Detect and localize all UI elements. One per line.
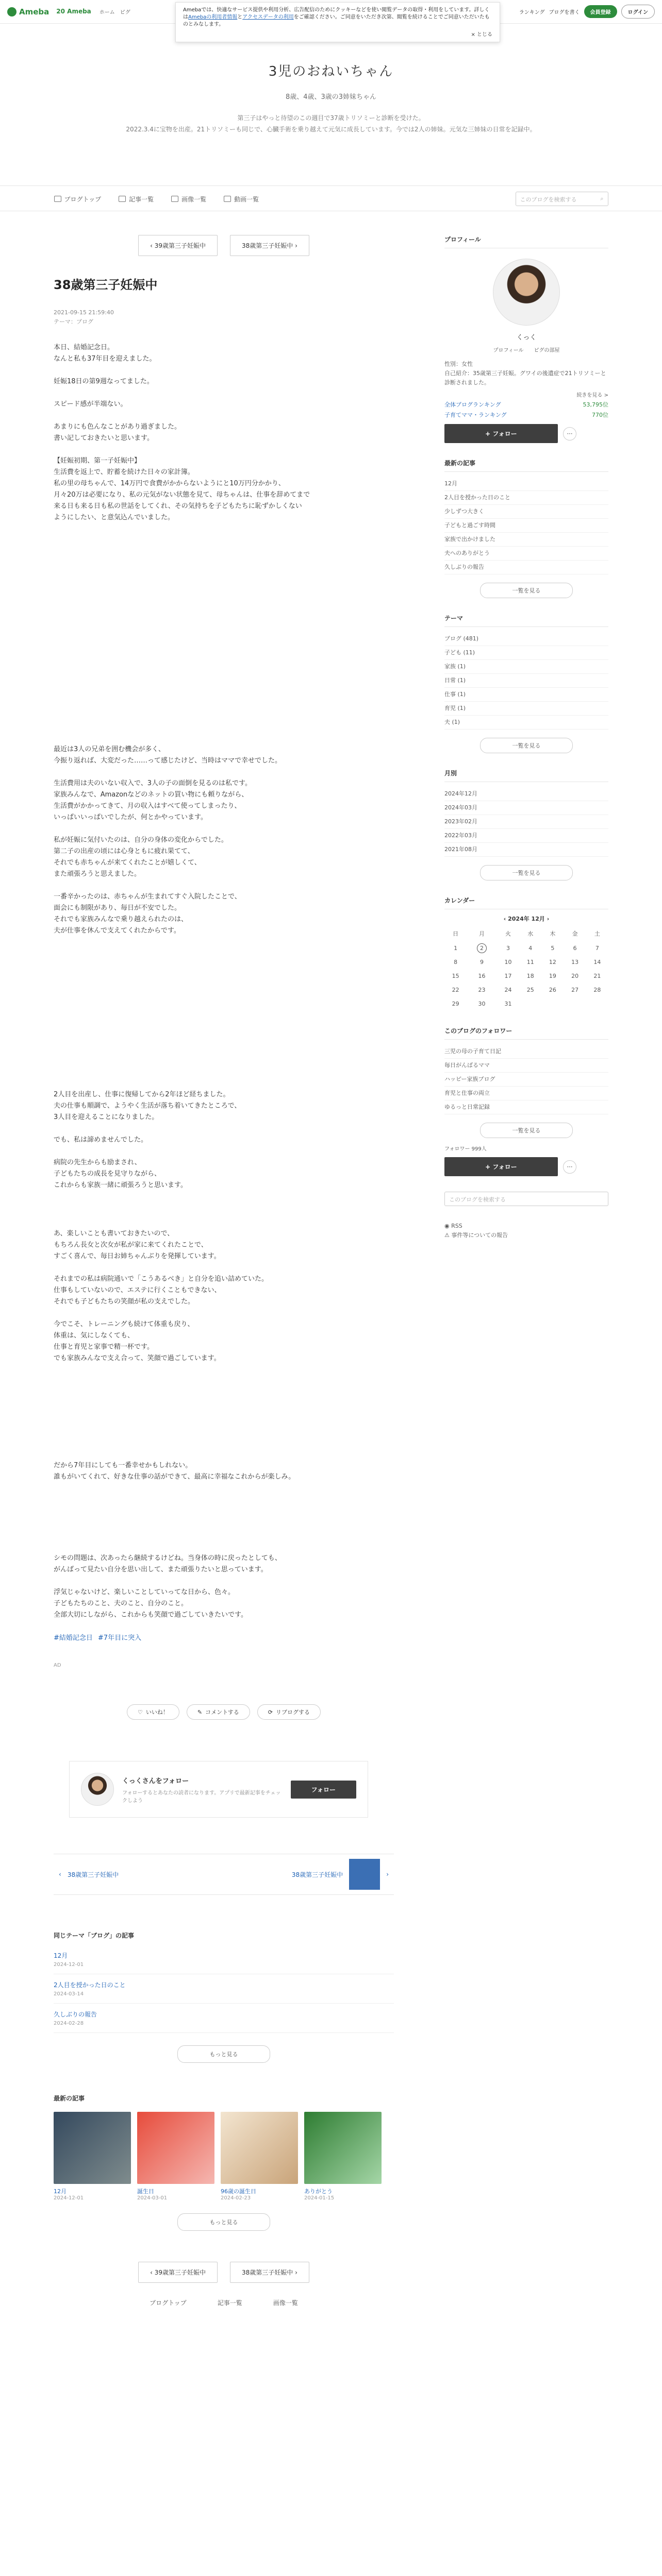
cal-day: 3 [506, 945, 510, 952]
more-options-icon[interactable]: ⋯ [563, 427, 576, 440]
nav-image-list[interactable]: 画像一覧 [171, 195, 206, 204]
paragraph: だから7年目にしても一番幸せかもしれない。 誰もがいてくれて、好きな仕事の話ができて、最高に幸福なこれからが楽しみ。 [54, 1462, 295, 1481]
follow-box [69, 1761, 368, 1818]
write-blog-link[interactable]: ブログを書く [549, 10, 580, 15]
cal-day: 29 [452, 1001, 459, 1007]
sidebar-footer [444, 1222, 608, 1240]
recent-item[interactable]: 久しぶりの報告 [444, 561, 608, 574]
cal-day: 27 [571, 987, 579, 993]
cal-day: 12 [549, 959, 556, 965]
latest-item[interactable]: 誕生日 2024-03-01 [137, 2112, 214, 2201]
paragraph: 私が妊娠に気付いたのは、自分の身体の変化からでした。 第二子の出産の頃には心身ともに疲れ果てて、 それでも赤ちゃんが来てくれたことが嬉しくて、 また頑張ろうと思えました。 [54, 836, 228, 878]
weekday: 月 [479, 930, 485, 937]
paragraph: 【妊娠初期、第一子妊娠中】 生活費を返上で、貯蓄を続けた日々の家計簿。 私の里の母ちゃんで、14万円で食費がかからないようにと10万円分かかり、 月々20万は必要になり、私の元気がない状態を見て、母ちゃんは、仕事を辞めてまで 来る日も来る日も私の世話をしてくれ、その気持ちを子どもたちに恥ずかしくない ようにしたい、と意気込んでいました。 [54, 457, 310, 521]
cal-day: 10 [504, 959, 512, 965]
calendar-table [444, 926, 608, 1011]
blog-description-line-2: 2022.3.4に宝物を出産。21トリソミーも同じで、心臓手術を乗り越えて元気に成長しています。今では2人の姉妹。元気な三姉妹の日常を記録中。 [126, 126, 536, 133]
consent-text-2: をご確認ください。ご同意をいただき次第、閲覧を続けることでご同意いただいたものとみなします。 [183, 14, 490, 27]
cal-day: 9 [480, 959, 484, 965]
entry-title[interactable]: 38歳第三子妊娠中 [54, 278, 158, 292]
consent-text-1: Amebaでは、快適なサービス提供や利用分析、広告配信のためにクッキーなどを使い閲覧データの取得・利用をしています。詳しくは [183, 7, 490, 20]
cal-day: 22 [452, 987, 459, 993]
consent-text-mid: と [237, 14, 243, 20]
signup-button[interactable]: 会員登録 [584, 5, 617, 18]
nav-blog-top[interactable]: ブログトップ [54, 195, 102, 204]
recent-item[interactable]: 2人目を授かった日のこと [444, 491, 608, 505]
blog-description-line-1: 第三子はやっと待望のこの週目で37歳トリソミーと診断を受けた。 [237, 114, 425, 122]
cal-day: 30 [478, 1001, 486, 1007]
cal-day: 8 [454, 959, 458, 965]
comment-button[interactable]: ✎ コメントする [187, 1704, 250, 1720]
hashtag[interactable]: #7年目に突入 [97, 1634, 142, 1642]
theme-item[interactable]: 育児 (1) [444, 702, 608, 716]
rss-icon: ◉ [444, 1223, 452, 1229]
cal-day: 21 [593, 973, 601, 979]
nav-video-list[interactable]: 動画一覧 [224, 195, 259, 204]
profile-more-link[interactable]: 続きを見る > [576, 393, 608, 398]
paragraph: シモの問題は、次あったら継続するけどね。当身体の時に戻ったとしても、 がんばって見たい自分を思い出して、また頑張りたいと思っています。 [54, 1554, 282, 1573]
latest-more-button[interactable]: もっと見る [177, 2213, 270, 2231]
reblog-icon: ⟳ [268, 1708, 273, 1716]
related-item[interactable]: 久しぶりの報告 2024-02-28 [54, 2004, 394, 2033]
theme-item[interactable]: ブログ (481) [444, 632, 608, 646]
ad-label: AD [54, 1663, 61, 1668]
cal-day: 4 [528, 945, 533, 952]
recent-item[interactable]: 子どもと過ごす時間 [444, 519, 608, 533]
consent-link-user-info[interactable]: Amebaの利用者情報 [188, 14, 238, 20]
cal-day: 20 [571, 973, 579, 979]
hashtags [54, 1632, 394, 1642]
nav-home[interactable]: ホーム [99, 10, 115, 15]
entry-body-5 [54, 1460, 394, 1537]
prev-entry-button-bottom[interactable]: ‹ 39歳第三子妊娠中 [138, 2262, 218, 2283]
followers-more-button[interactable]: 一覧を見る [480, 1123, 573, 1138]
theme-item[interactable]: 仕事 (1) [444, 688, 608, 702]
ameba-logo[interactable]: Ameba [7, 7, 49, 16]
avatar[interactable] [81, 1773, 114, 1806]
latest-item[interactable]: 12月 2024-12-01 [54, 2112, 131, 2201]
bottom-pager [54, 2262, 394, 2283]
cal-day: 31 [504, 1001, 512, 1007]
sidebar-search-input[interactable]: このブログを検索する [444, 1192, 608, 1206]
entry-body-6 [54, 1553, 394, 1621]
reaction-buttons [54, 1704, 394, 1720]
next-entry-button-bottom[interactable]: 38歳第三子妊娠中 › [230, 2262, 309, 2283]
consent-close-button[interactable]: × とじる [471, 32, 492, 38]
prev-entry-button[interactable]: ‹ 39歳第三子妊娠中 [138, 235, 218, 256]
followers-block [444, 1026, 608, 1176]
nav-pigg[interactable]: ピグ [120, 10, 130, 15]
follower-item[interactable]: 育児と仕事の両立 [444, 1087, 608, 1100]
month-item[interactable]: 2021年08月 [444, 843, 608, 857]
chevron-right-icon: › [386, 1871, 389, 1878]
cal-day: 15 [452, 973, 459, 979]
ameba20-badge[interactable]: 20 Ameba [56, 8, 91, 15]
calendar-block [444, 896, 608, 1011]
theme-heading: テーマ [444, 614, 608, 627]
cookie-consent-banner [175, 2, 500, 42]
more-options-icon[interactable]: ⋯ [563, 1160, 576, 1174]
rss-link[interactable]: ◉ RSS [444, 1223, 462, 1229]
month-item[interactable]: 2024年03月 [444, 801, 608, 815]
entry-date: 2021-09-15 21:59:40 [54, 309, 114, 316]
weekday: 火 [505, 930, 511, 937]
paragraph: でも、私は諦めませんでした。 [54, 1136, 148, 1144]
blog-search-input[interactable]: このブログを検索する ⌕ [516, 192, 608, 206]
cal-day: 14 [593, 959, 601, 965]
cal-day: 26 [549, 987, 556, 993]
month-heading: 月別 [444, 769, 608, 782]
latest-item[interactable]: ありがとう 2024-01-15 [304, 2112, 382, 2201]
chevron-left-icon[interactable]: ‹ [503, 916, 508, 922]
calendar-month: ‹ 2024年 12月 › [503, 916, 550, 922]
paragraph: あ、楽しいことも書いておきたいので、 もちろん長女と次女が私が家に来てくれたことで、 すごく喜んで、毎日お姉ちゃんぶりを発揮しています。 [54, 1230, 221, 1260]
sidebar [444, 235, 608, 1240]
month-item[interactable]: 2023年02月 [444, 815, 608, 829]
bottom-nav-blog-top[interactable]: ブログトップ [150, 2299, 187, 2307]
theme-item[interactable]: 子ども (11) [444, 646, 608, 660]
followers-heading: このブログのフォロワー [444, 1026, 608, 1040]
cal-day: 17 [504, 973, 512, 979]
latest-image [54, 2112, 131, 2184]
related-list [54, 1945, 394, 2033]
cal-day: 19 [549, 973, 556, 979]
calendar-heading: カレンダー [444, 896, 608, 909]
cal-day: 11 [526, 959, 534, 965]
recent-block [444, 459, 608, 598]
recent-more-button[interactable]: 一覧を見る [480, 583, 573, 598]
next-entry-button[interactable]: 38歳第三子妊娠中 › [230, 235, 309, 256]
paragraph: それまでの私は病院通いで「こうあるべき」と自分を追い詰めていた。 仕事もしていないので、エステに行くこともできない、 それでも子どもたちの笑顔が私の支えでした。 [54, 1275, 269, 1306]
video-icon [224, 196, 231, 202]
latest-image [304, 2112, 382, 2184]
paragraph: 今でこそ、トレーニングも続けて体重も戻り、 体重は、気にしなくても、 仕事と育児と家事で精一杯です。 でも家族みんなで支え合って、笑顔で過ごしています。 [54, 1320, 221, 1362]
profile-name[interactable]: くっく [516, 334, 537, 342]
cal-day: 7 [595, 945, 599, 952]
bottom-nav-image-list[interactable]: 画像一覧 [273, 2299, 298, 2307]
pigg-room-tab[interactable]: ピグの部屋 [534, 348, 560, 353]
recent-item[interactable]: 少しずつ大きく [444, 505, 608, 519]
weekday: 土 [594, 930, 600, 937]
sidebar-search-block [444, 1192, 608, 1206]
paragraph: 2人目を出産し、仕事に復帰してから2年ほど経ちました。 夫の仕事も順調で、ようやく生活が落ち着いてきたところで、 3人目を迎えることになりました。 [54, 1091, 241, 1121]
heart-icon: ♡ [138, 1708, 143, 1716]
related-item[interactable]: 2人目を授かった日のこと 2024-03-14 [54, 1974, 394, 2004]
follow-box-name: くっくさんをフォロー [122, 1777, 189, 1785]
chevron-right-icon[interactable]: › [544, 916, 550, 922]
nav-entry-list[interactable]: 記事一覧 [119, 195, 154, 204]
sidebar-follow-button[interactable]: + フォロー [444, 424, 558, 443]
cal-day: 18 [526, 973, 534, 979]
recent-item[interactable]: 12月 [444, 477, 608, 491]
chevron-left-icon: ‹ [59, 1871, 61, 1878]
follower-count: フォロワー 999人 [444, 1146, 487, 1152]
follower-item[interactable]: ハッピー家族ブログ [444, 1073, 608, 1087]
profile-tabs [444, 346, 608, 353]
entry-body-4 [54, 1228, 394, 1445]
profile-tab[interactable]: プロフィール [493, 348, 524, 353]
month-more-button[interactable]: 一覧を見る [480, 865, 573, 880]
related-item[interactable]: 12月 2024-12-01 [54, 1945, 394, 1974]
blog-subtitle: 8歳、4歳、3歳の3姉妹ちゃん [285, 93, 377, 101]
recent-heading: 最新の記事 [444, 459, 608, 472]
paragraph: 一番辛かったのは、赤ちゃんが生まれてすぐ入院したことで、 面会にも制限があり、毎日が不安でした。 それでも家族みんなで乗り越えられたのは、 夫が仕事を休んで支えてくれたからです。 [54, 893, 241, 935]
ameba-logo-icon [7, 7, 16, 16]
entry-body [54, 342, 394, 672]
weekday: 木 [550, 930, 556, 937]
entry-body-3 [54, 1089, 394, 1213]
cal-day: 13 [571, 959, 579, 965]
month-block [444, 769, 608, 880]
global-nav [0, 185, 662, 211]
prev-entry-link[interactable]: ‹ 38歳第三子妊娠中 [59, 1871, 119, 1878]
related-more-button[interactable]: もっと見る [177, 2045, 270, 2063]
recent-item[interactable]: 家族で出かけました [444, 533, 608, 547]
follower-item[interactable]: ゆるっと日常記録 [444, 1100, 608, 1114]
follow-button[interactable]: フォロー [291, 1781, 356, 1799]
main-column [54, 235, 394, 2307]
latest-title: 最新の記事 [54, 2095, 85, 2102]
top-right-controls [519, 5, 655, 19]
list-icon [119, 196, 126, 202]
prev-next-nav [54, 1854, 394, 1895]
ranking-link[interactable]: ランキング [519, 10, 545, 15]
latest-item[interactable]: 96歳の誕生日 2024-02-23 [221, 2112, 298, 2201]
theme-item[interactable]: 日常 (1) [444, 674, 608, 688]
blog-description [0, 112, 662, 135]
cal-day: 1 [454, 945, 458, 952]
paragraph: 病院の先生からも励まされ、 子どもたちの成長を見守りながら、 これからも家族一緒に頑張ろうと思います。 [54, 1159, 187, 1189]
profile-avatar[interactable] [493, 259, 560, 326]
theme-item[interactable]: 夫 (1) [444, 716, 608, 730]
sidebar-follow-button-2[interactable]: + フォロー [444, 1157, 558, 1176]
ranking-row: 全体ブログランキング 53,795位 [444, 401, 608, 408]
reblog-button[interactable]: ⟳ リブログする [257, 1704, 321, 1720]
blog-title[interactable]: 3児のおねいちゃん [268, 64, 394, 79]
related-title: 同じテーマ「ブログ」の記事 [54, 1932, 135, 1939]
paragraph: あまりにも色んなことがあり過ぎました。 書い記しておきたいと思います。 [54, 423, 181, 442]
profile-bio: 性別：女性 自己紹介：35歳第三子妊娠。グワイの後遺症で21トリソミーと診断されました。 [444, 361, 606, 386]
comment-icon: ✎ [197, 1708, 203, 1716]
paragraph: スピード感が半端ない。 [54, 400, 127, 408]
report-link[interactable]: ⚠ 事件等についての報告 [444, 1232, 508, 1239]
follower-item[interactable]: 毎日がんばるママ [444, 1059, 608, 1073]
month-item[interactable]: 2022年03月 [444, 829, 608, 843]
theme-block [444, 614, 608, 753]
next-entry-link[interactable]: 38歳第三子妊娠中 › [225, 1859, 394, 1890]
follow-box-desc: フォローするとあなたの読者になります。アプリで最新記事をチェックしよう [122, 1790, 281, 1804]
top-pager [54, 235, 394, 256]
latest-image [221, 2112, 298, 2184]
follower-item[interactable]: 三児の母の子育て日記 [444, 1045, 608, 1059]
profile-block [444, 235, 608, 443]
search-icon[interactable]: ⌕ [600, 195, 604, 202]
like-button[interactable]: ♡ いいね！ [127, 1704, 179, 1720]
bottom-nav [54, 2298, 394, 2307]
blog-header [0, 24, 662, 194]
cal-day: 28 [593, 987, 601, 993]
recent-item[interactable]: 夫へのありがとう [444, 547, 608, 561]
warning-icon: ⚠ [444, 1232, 452, 1239]
consent-link-access-data[interactable]: アクセスデータの利用 [242, 14, 294, 20]
cal-day: 24 [504, 987, 512, 993]
paragraph: 本日、結婚記念日。 なんと私も37年目を迎えました。 [54, 344, 156, 363]
ranking-row: 子育てママ・ランキング 770位 [444, 412, 608, 418]
theme-more-button[interactable]: 一覧を見る [480, 738, 573, 753]
latest-image [137, 2112, 214, 2184]
cal-day: 5 [551, 945, 555, 952]
theme-item[interactable]: 家族 (1) [444, 660, 608, 674]
paragraph: 最近は3人の兄弟を囲む機会が多く、 今振り返れば、大変だった……って感じたけど、当時はママで幸せでした。 [54, 745, 282, 765]
next-entry-thumbnail [349, 1859, 380, 1890]
home-icon [54, 196, 61, 202]
image-icon [171, 196, 178, 202]
latest-thumbs [54, 2112, 394, 2201]
weekday: 水 [527, 930, 534, 937]
paragraph: 妊娠18日の第9週なってました。 [54, 378, 154, 385]
cal-day: 25 [526, 987, 534, 993]
weekday: 金 [572, 930, 578, 937]
cal-day: 16 [478, 973, 486, 979]
entry-meta [54, 308, 394, 327]
cal-day[interactable]: 2 [467, 941, 497, 955]
cal-day: 23 [478, 987, 486, 993]
weekday: 日 [453, 930, 459, 937]
month-item[interactable]: 2024年12月 [444, 787, 608, 801]
paragraph: 浮気じゃないけど、楽しいことしていってな日から、色々。 子どもたちのこと、夫のこと、自分のこと。 全部大切にしながら、これからも笑顔で過ごしていきたいです。 [54, 1588, 247, 1619]
top-nav [100, 8, 130, 15]
paragraph: 生活費用は夫のいない収入で、3人の子の面倒を見るのは私です。 家族みんなで、Amazonなどのネットの買い物にも頼りながら、 生活費がかかってきて、月の収入はすべて使ってしまったり、 いっぱいいっぱいでしたが、何とかやっています。 [54, 779, 252, 821]
profile-heading: プロフィール [444, 235, 608, 248]
hashtag[interactable]: #結婚記念日 [54, 1634, 93, 1642]
bottom-nav-entry-list[interactable]: 記事一覧 [217, 2299, 242, 2307]
entry-theme[interactable]: テーマ：ブログ [54, 318, 93, 325]
login-button[interactable]: ログイン [621, 5, 655, 19]
entry-body-2 [54, 744, 394, 1074]
cal-day: 6 [573, 945, 577, 952]
